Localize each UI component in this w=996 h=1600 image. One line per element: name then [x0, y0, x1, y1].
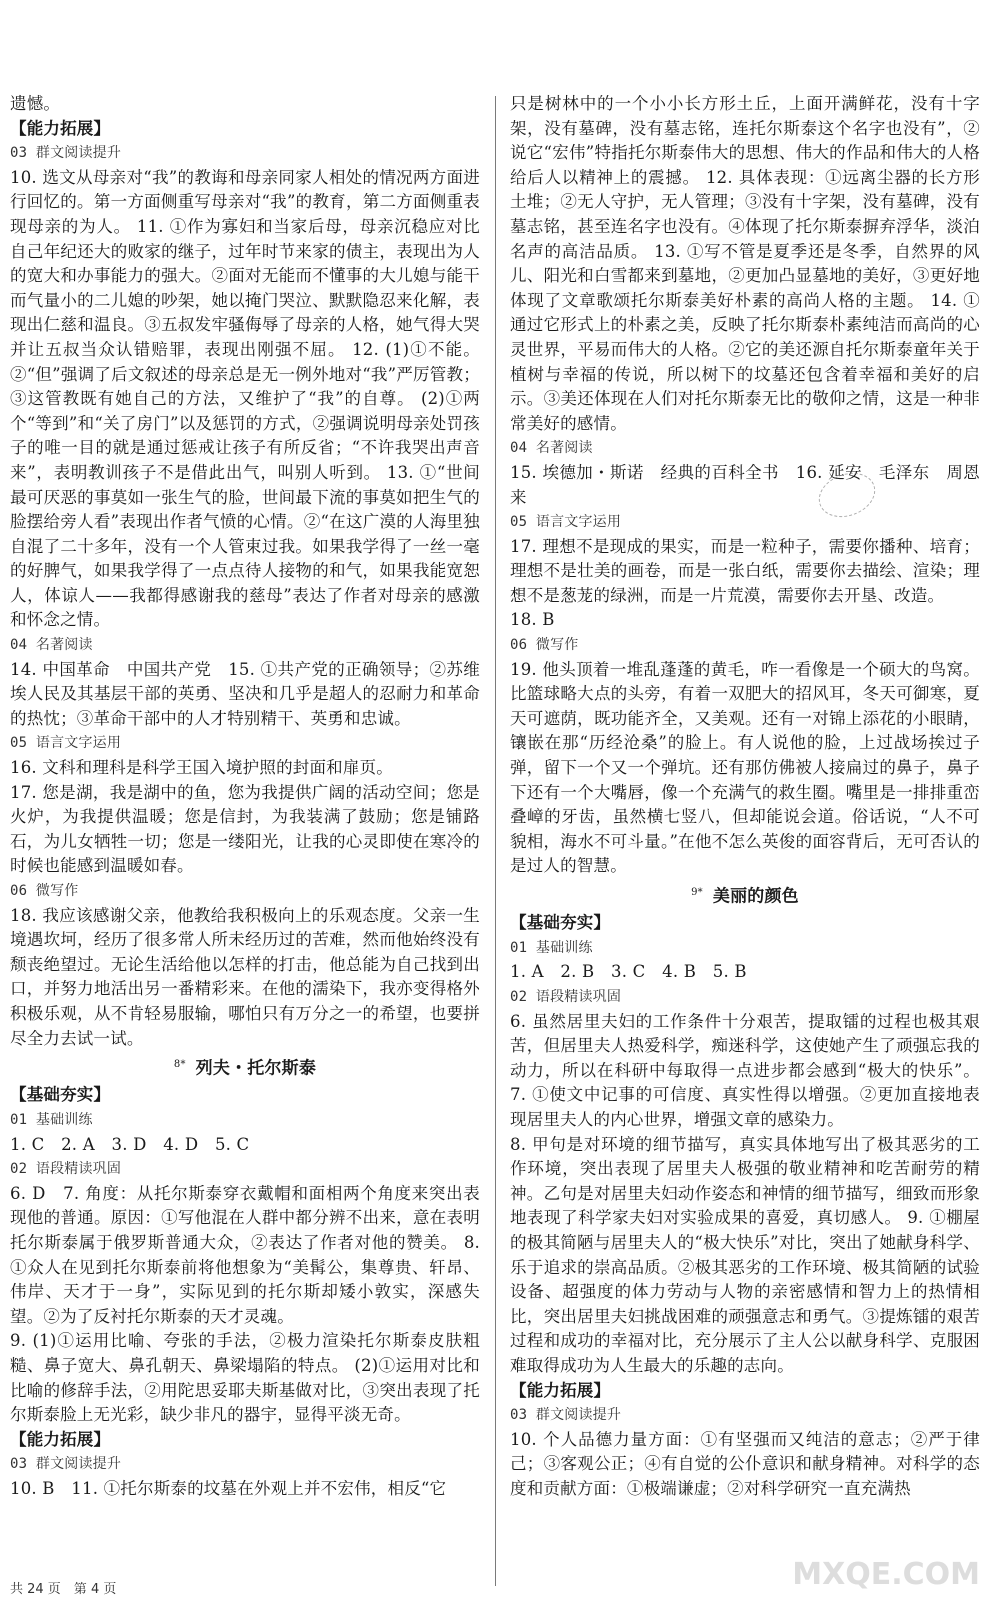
subsection-heading: 04 名著阅读 [10, 637, 93, 654]
subsection-heading: 03 群文阅读提升 [10, 1456, 122, 1473]
answer-paragraph: 17. 您是湖，我是湖中的鱼，您为我提供广阔的活动空间；您是火炉，为我提供温暖；您是信封，为我装满了鼓励；您是铺路石，为儿女牺牲一切；您是一缕阳光，让我的心灵即使在寒冷的时候也能感到温暖如春。 [10, 782, 480, 876]
chapter-name: 美丽的颜色 [712, 886, 799, 907]
section-heading: 【能力拓展】 [10, 1429, 111, 1449]
answer-paragraph: 1. C 2. A 3. D 4. D 5. C [10, 1134, 250, 1154]
section-heading: 【能力拓展】 [510, 1380, 611, 1400]
subsection-heading: 06 微写作 [510, 637, 579, 654]
watermark: MXQE.COM [792, 1557, 980, 1592]
chapter-number: 8* [173, 1059, 186, 1071]
subsection-heading: 05 语言文字运用 [510, 514, 622, 531]
answer-paragraph: 9. (1)①运用比喻、夸张的手法，②极力渲染托尔斯泰皮肤粗糙、鼻子宽大、鼻孔朝天、鼻梁塌陷的特点。 (2)①运用对比和比喻的修辞手法，②用陀思妥耶夫斯基做对比，③突出表现了托尔斯泰脸上无光彩，缺少非凡的器宇，显得平淡无奇。 [10, 1331, 480, 1425]
subsection-heading: 03 群文阅读提升 [10, 145, 122, 162]
answer-paragraph: 1. A 2. B 3. C 4. B 5. B [510, 962, 747, 982]
answer-paragraph: 18. 我应该感谢父亲，他教给我积极向上的乐观态度。父亲一生境遇坎坷，经历了很多常人所未经历过的苦难，然而他始终没有颓丧绝望过。无论生活给他以怎样的打击，他总能为自己找到出口，并努力地活出另一番精彩来。在他的濡染下，我亦变得格外积极乐观，从不肯轻易服输，哪怕只有万分之一的希望，也要拼尽全力去试一试。 [10, 905, 480, 1048]
answer-paragraph: 10. B 11. ①托尔斯泰的坟墓在外观上并不宏伟，相反“它 [10, 1478, 447, 1498]
answer-paragraph: 17. 理想不是现成的果实，而是一粒种子，需要你播种、培育；理想不是壮美的画卷，而是一张白纸，需要你去描绘、渲染；理想不是葱茏的绿洲，而是一片荒漠，需要你去开垦、改造。 [510, 536, 980, 605]
chapter-title [10, 1053, 480, 1081]
page-footer: 共 24 页 第 4 页 [10, 1582, 117, 1597]
answer-paragraph: 16. 文科和理科是科学王国入境护照的封面和扉页。 [10, 758, 393, 778]
answer-paragraph: 10. 个人品德力量方面：①有坚强而又纯洁的意志；②严于律己；③客观公正；④有自觉的公仆意识和献身精神。对科学的态度和贡献方面：①极端谦虚；②对科学研究一直充满热 [510, 1429, 980, 1498]
subsection-heading: 02 语段精读巩固 [510, 989, 622, 1006]
answer-paragraph: 8. 甲句是对环境的细节描写，真实具体地写出了极其恶劣的工作环境，突出表现了居里夫人极强的敬业精神和吃苦耐劳的精神。乙句是对居里夫妇动作姿态和神情的细节描写，细致而形象地表现了科学家夫妇对实验成果的喜爱，真切感人。 9. ①棚屋的极其简陋与居里夫人的“极大快乐”对比，突出了她献身科学、乐于追求的崇高品质。②极其恶劣的工作环境、极其简陋的试验设备、超强度的体力劳动与人物的亲密感情和智力上的热情相比，突出居里夫妇挑战困难的顽强意志和勇气。③提炼镭的艰苦过程和成功的幸福对比，充分展示了主人公以献身科学、克服困难取得成功为人生最大的乐趣的志向。 [510, 1134, 980, 1375]
section-heading: 【基础夯实】 [510, 913, 611, 933]
chapter-name: 列夫・托尔斯泰 [195, 1058, 317, 1079]
subsection-heading: 03 群文阅读提升 [510, 1407, 622, 1424]
answer-paragraph: 10. 选文从母亲对“我”的教诲和母亲同家人相处的情况两方面进行回忆的。第一方面侧重写母亲对“我”的教育，第二方面侧重表现母亲的为人。 11. ①作为寡妇和当家后母，母亲沉稳应对比自己年纪还大的败家的继子，过年时节来家的债主，表现出为人的宽大和办事能力的强大。②面对无能而不懂事的大儿媳与能干而气量小的二儿媳的吵架，她以掩门哭泣、默默隐忍来化解，表现出仁慈和温良。③五叔发牢骚侮辱了母亲的人格，她气得大哭并让五叔当众认错赔罪，表现出刚强不屈。 12. (1)①不能。②“但”强调了后文叙述的母亲总是无一例外地对“我”严厉管教；③这管教既有她自己的方法，又维护了“我”的自尊。 (2)①两个“等到”和“关了房门”以及惩罚的方式，②强调说明母亲处罚孩子的唯一目的就是通过惩戒让孩子有所反省；“不许我哭出声音来”，表明教训孩子不是借此出气，叫别人听到。 13. ①“世间最可厌恶的事莫如一张生气的脸，世间最下流的事莫如把生气的脸摆给旁人看”表现出作者气愤的心情。②“在这广漠的人海里独自混了二十多年，没有一个人管束过我。如果我学得了一丝一毫的好脾气，如果我学得了一点点待人接物的和气，如果我能宽恕人，体谅人——我都得感谢我的慈母”表达了作者对母亲的感激和怀念之情。 [10, 167, 480, 630]
subsection-heading: 05 语言文字运用 [10, 735, 122, 752]
answer-paragraph: 15. 埃德加・斯诺 经典的百科全书 16. 延安 毛泽东 周恩来 [510, 462, 980, 507]
answer-paragraph: 18. B [510, 610, 555, 630]
left-column [10, 92, 480, 1502]
subsection-heading: 02 语段精读巩固 [10, 1161, 122, 1178]
answer-paragraph: 6. D 7. 角度：从托尔斯泰穿衣戴帽和面相两个角度来突出表现他的普通。原因：①写他混在人群中都分辨不出来，意在表明托尔斯泰属于俄罗斯普通大众，②表达了作者对他的赞美。 8. ①众人在见到托尔斯泰前将他想象为“美髯公，集尊贵、轩昂、伟岸、天才于一身”，实际见到的托尔斯却矮小敦实，深感失望。②为了反衬托尔斯泰的天才灵魂。 [10, 1183, 480, 1326]
section-heading: 【能力拓展】 [10, 118, 111, 138]
subsection-heading: 01 基础训练 [510, 939, 593, 956]
subsection-heading: 04 名著阅读 [510, 440, 593, 457]
chapter-title [510, 881, 980, 909]
subsection-heading: 01 基础训练 [10, 1112, 93, 1128]
section-heading: 【基础夯实】 [10, 1085, 111, 1105]
answer-paragraph: 14. 中国革命 中国共产党 15. ①共产党的正确领导；②苏维埃人民及其基层干部的英勇、坚决和几乎是超人的忍耐力和革命的热忱；③革命干部中的人才特别精干、英勇和忠诚。 [10, 659, 480, 728]
subsection-heading: 06 微写作 [10, 883, 79, 899]
right-column [510, 92, 980, 1502]
answer-paragraph: 6. 虽然居里夫妇的工作条件十分艰苦，提取镭的过程也极其艰苦，但居里夫人热爱科学，痴迷科学，这使她产生了顽强忘我的动力，所以在科研中每取得一点进步都会感到“极大的快乐”。 7. ①使文中记事的可信度、真实性得以增强。②更加直接地表现居里夫人的内心世界，增强文章的感染力。 [510, 1011, 980, 1129]
column-divider [495, 96, 496, 1586]
answer-paragraph: 19. 他头顶着一堆乱蓬蓬的黄毛，咋一看像是一个硕大的鸟窝。比篮球略大点的头旁，有着一双肥大的招风耳，冬天可御寒，夏天可遮荫，既功能齐全，又美观。还有一对锦上添花的小眼睛，镶嵌在那“历经沧桑”的脸上。有人说他的脸，上过战场挨过子弹，留下一个又一个弹坑。还有那仿佛被人接扁过的鼻子，鼻子下还有一个大嘴唇，像一个充满气的救生圈。嘴里是一排排重峦叠嶂的牙齿，虽然横七竖八，但却能说会道。俗话说，“人不可貌相，海水不可斗量。”在他不怎么英俊的面容背后，无可否认的是过人的智慧。 [510, 659, 980, 876]
answer-paragraph: 只是树林中的一个小小长方形土丘，上面开满鲜花，没有十字架，没有墓碑，没有墓志铭，连托尔斯泰这个名字也没有”，②说它“宏伟”特指托尔斯泰伟大的思想、伟大的作品和伟大的人格给后人以精神上的震撼。 12. 具体表现：①远离尘器的长方形土堆；②无人守护，无人管理；③没有十字架，没有墓碑，没有墓志铭，甚至连名字也没有。④体现了托尔斯泰摒弃浮华，淡泊名声的高洁品质。 13. ①写不管是夏季还是冬季，自然界的风儿、阳光和白雪都来到墓地，②更加凸显墓地的美好，③更好地体现了文章歌颂托尔斯泰美好朴素的高尚人格的主题。 14. ①通过它形式上的朴素之美，反映了托尔斯泰朴素纯洁而高尚的心灵世界，平易而伟大的人格。②它的美还源自托尔斯泰童年关于植树与幸福的传说，所以树下的坟墓还包含着幸福和美好的启示。③美还体现在人们对托尔斯泰无比的敬仰之情，这是一种非常美好的感情。 [510, 94, 980, 433]
answer-paragraph: 遗憾。 [10, 94, 61, 113]
chapter-number: 9* [691, 887, 703, 898]
